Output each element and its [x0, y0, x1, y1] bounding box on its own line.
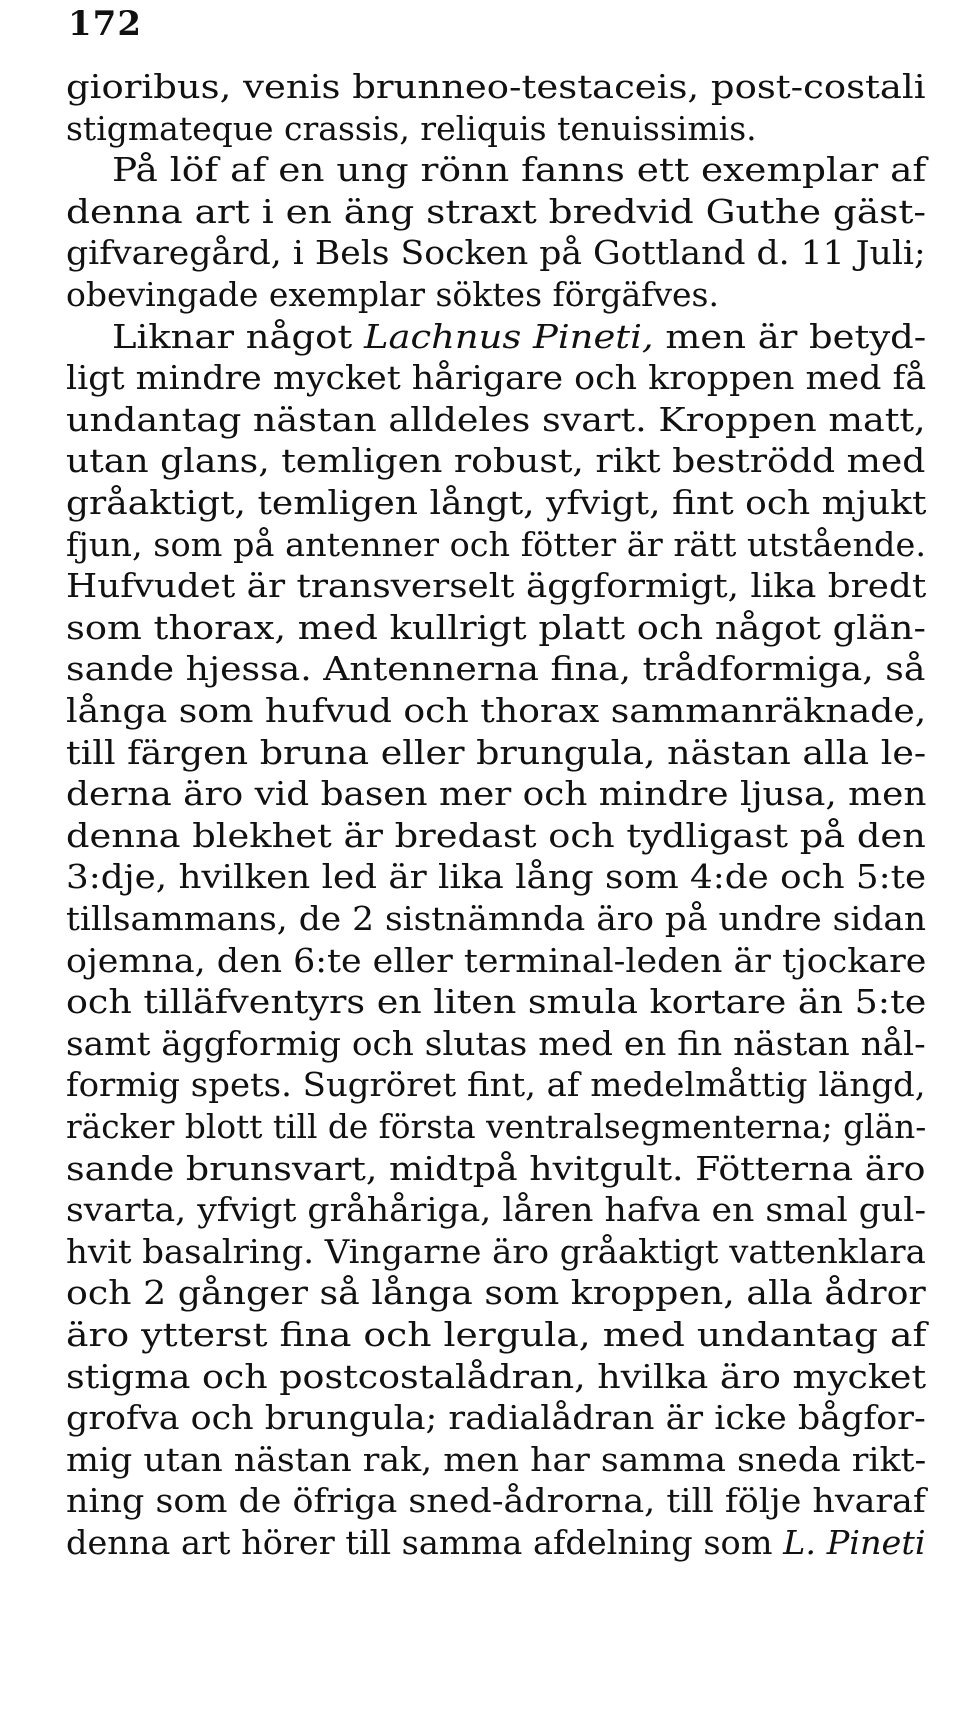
text-line [66, 773, 926, 815]
text-line [66, 981, 926, 1023]
text-span: derna äro vid basen mer och mindre ljusa, men [66, 774, 927, 813]
text-span: På löf af en ung rönn fanns ett exemplar af [112, 150, 927, 189]
text-span: obevingade exemplar söktes förgäfves. [66, 275, 719, 314]
text-line [66, 1356, 926, 1398]
text-span: sande brunsvart, midtpå hvitgult. Fötterna äro [66, 1149, 926, 1188]
text-span: formig spets. Sugröret fint, af medelmåttig längd, [66, 1065, 926, 1104]
text-span: och tilläfventyrs en liten smula kortare än 5:te [66, 982, 927, 1021]
text-line [66, 1231, 926, 1273]
text-line [66, 274, 719, 316]
text-span: till färgen bruna eller brungula, nästan alla le- [66, 733, 927, 772]
text-span: denna art hörer till samma afdelning som [66, 1523, 784, 1562]
text-line [112, 149, 926, 191]
text-span: fjun, som på antenner och fötter är rätt utstående. [66, 525, 926, 564]
text-line [66, 898, 926, 940]
text-line [66, 232, 926, 274]
text-span: utan glans, temligen robust, rikt beströdd med [66, 441, 926, 480]
text-line [66, 440, 925, 482]
text-span: gråaktigt, temligen långt, yfvigt, fint och mjukt [66, 483, 927, 522]
text-line [66, 482, 927, 524]
text-line [66, 1189, 926, 1231]
text-span: denna blekhet är bredast och tydligast på den [66, 816, 926, 855]
text-line [66, 1314, 926, 1356]
text-span: stigmateque crassis, reliquis tenuissimis. [66, 109, 757, 148]
text-span: äro ytterst fina och lergula, med undantag af [66, 1315, 927, 1354]
text-line [66, 940, 926, 982]
text-span: svarta, yfvigt gråhåriga, låren hafva en smal gul- [66, 1190, 927, 1229]
text-line [66, 607, 926, 649]
text-line [66, 108, 757, 150]
text-line [66, 399, 926, 441]
text-line [66, 191, 926, 233]
text-span: denna art i en äng straxt bredvid Guthe gäst- [66, 192, 927, 231]
text-span: tillsammans, de 2 sistnämnda äro på undre sidan [66, 899, 927, 938]
text-span: gioribus, venis brunneo-testaceis, post-costali [66, 67, 926, 106]
text-span: ning som de öfriga sned-ådrorna, till följe hvaraf [66, 1481, 926, 1520]
text-span: stigma och postcostalådran, hvilka äro mycket [66, 1357, 927, 1396]
text-line [66, 1522, 926, 1564]
text-line [66, 856, 926, 898]
text-line [66, 565, 926, 607]
text-line [66, 1439, 926, 1481]
text-span: långa som hufvud och thorax sammanräknade, [66, 691, 927, 730]
text-line [112, 316, 926, 358]
text-span: sande hjessa. Antennerna fina, trådformiga, så [66, 649, 926, 688]
text-span: ojemna, den 6:te eller terminal-leden är tjockare [66, 941, 927, 980]
text-line [66, 1397, 926, 1439]
text-span: hvit basalring. Vingarne äro gråaktigt vattenklara [66, 1232, 926, 1271]
text-span: samt äggformig och slutas med en fin nästan nål- [66, 1024, 926, 1063]
text-line [66, 66, 926, 108]
text-line [66, 1023, 926, 1065]
text-span: Hufvudet är transverselt äggformigt, lika bredt [66, 566, 927, 605]
text-span: räcker blott till de första ventralsegmenterna; glän- [66, 1107, 927, 1146]
text-span: grofva och brungula; radialådran är icke bågfor- [66, 1398, 926, 1437]
text-span: som thorax, med kullrigt platt och något glän- [66, 608, 926, 647]
text-line [66, 1272, 926, 1314]
text-line [66, 524, 926, 566]
text-line [66, 1106, 926, 1148]
text-line [66, 1064, 926, 1106]
italic-text: L. Pineti [783, 1523, 926, 1562]
text-span: ligt mindre mycket hårigare och kroppen med få [66, 358, 927, 397]
text-span: gifvaregård, i Bels Socken på Gottland d. 11 Juli; [66, 233, 926, 272]
text-line [66, 815, 926, 857]
page-number: 172 [68, 4, 142, 44]
text-span: Liknar något [112, 317, 364, 356]
text-span: undantag nästan alldeles svart. Kroppen matt, [66, 400, 926, 439]
text-line [66, 1480, 926, 1522]
italic-text: Lachnus Pineti, [363, 317, 654, 356]
text-span: men är betyd- [653, 317, 927, 356]
text-line [66, 648, 925, 690]
text-span: mig utan nästan rak, men har samma sneda rikt- [66, 1440, 927, 1479]
text-line [66, 357, 926, 399]
text-span: 3:dje, hvilken led är lika lång som 4:de och 5:te [66, 857, 927, 896]
text-span: och 2 gånger så långa som kroppen, alla ådror [66, 1273, 926, 1312]
text-line [66, 690, 926, 732]
text-line [66, 1148, 926, 1190]
text-line [66, 732, 926, 774]
